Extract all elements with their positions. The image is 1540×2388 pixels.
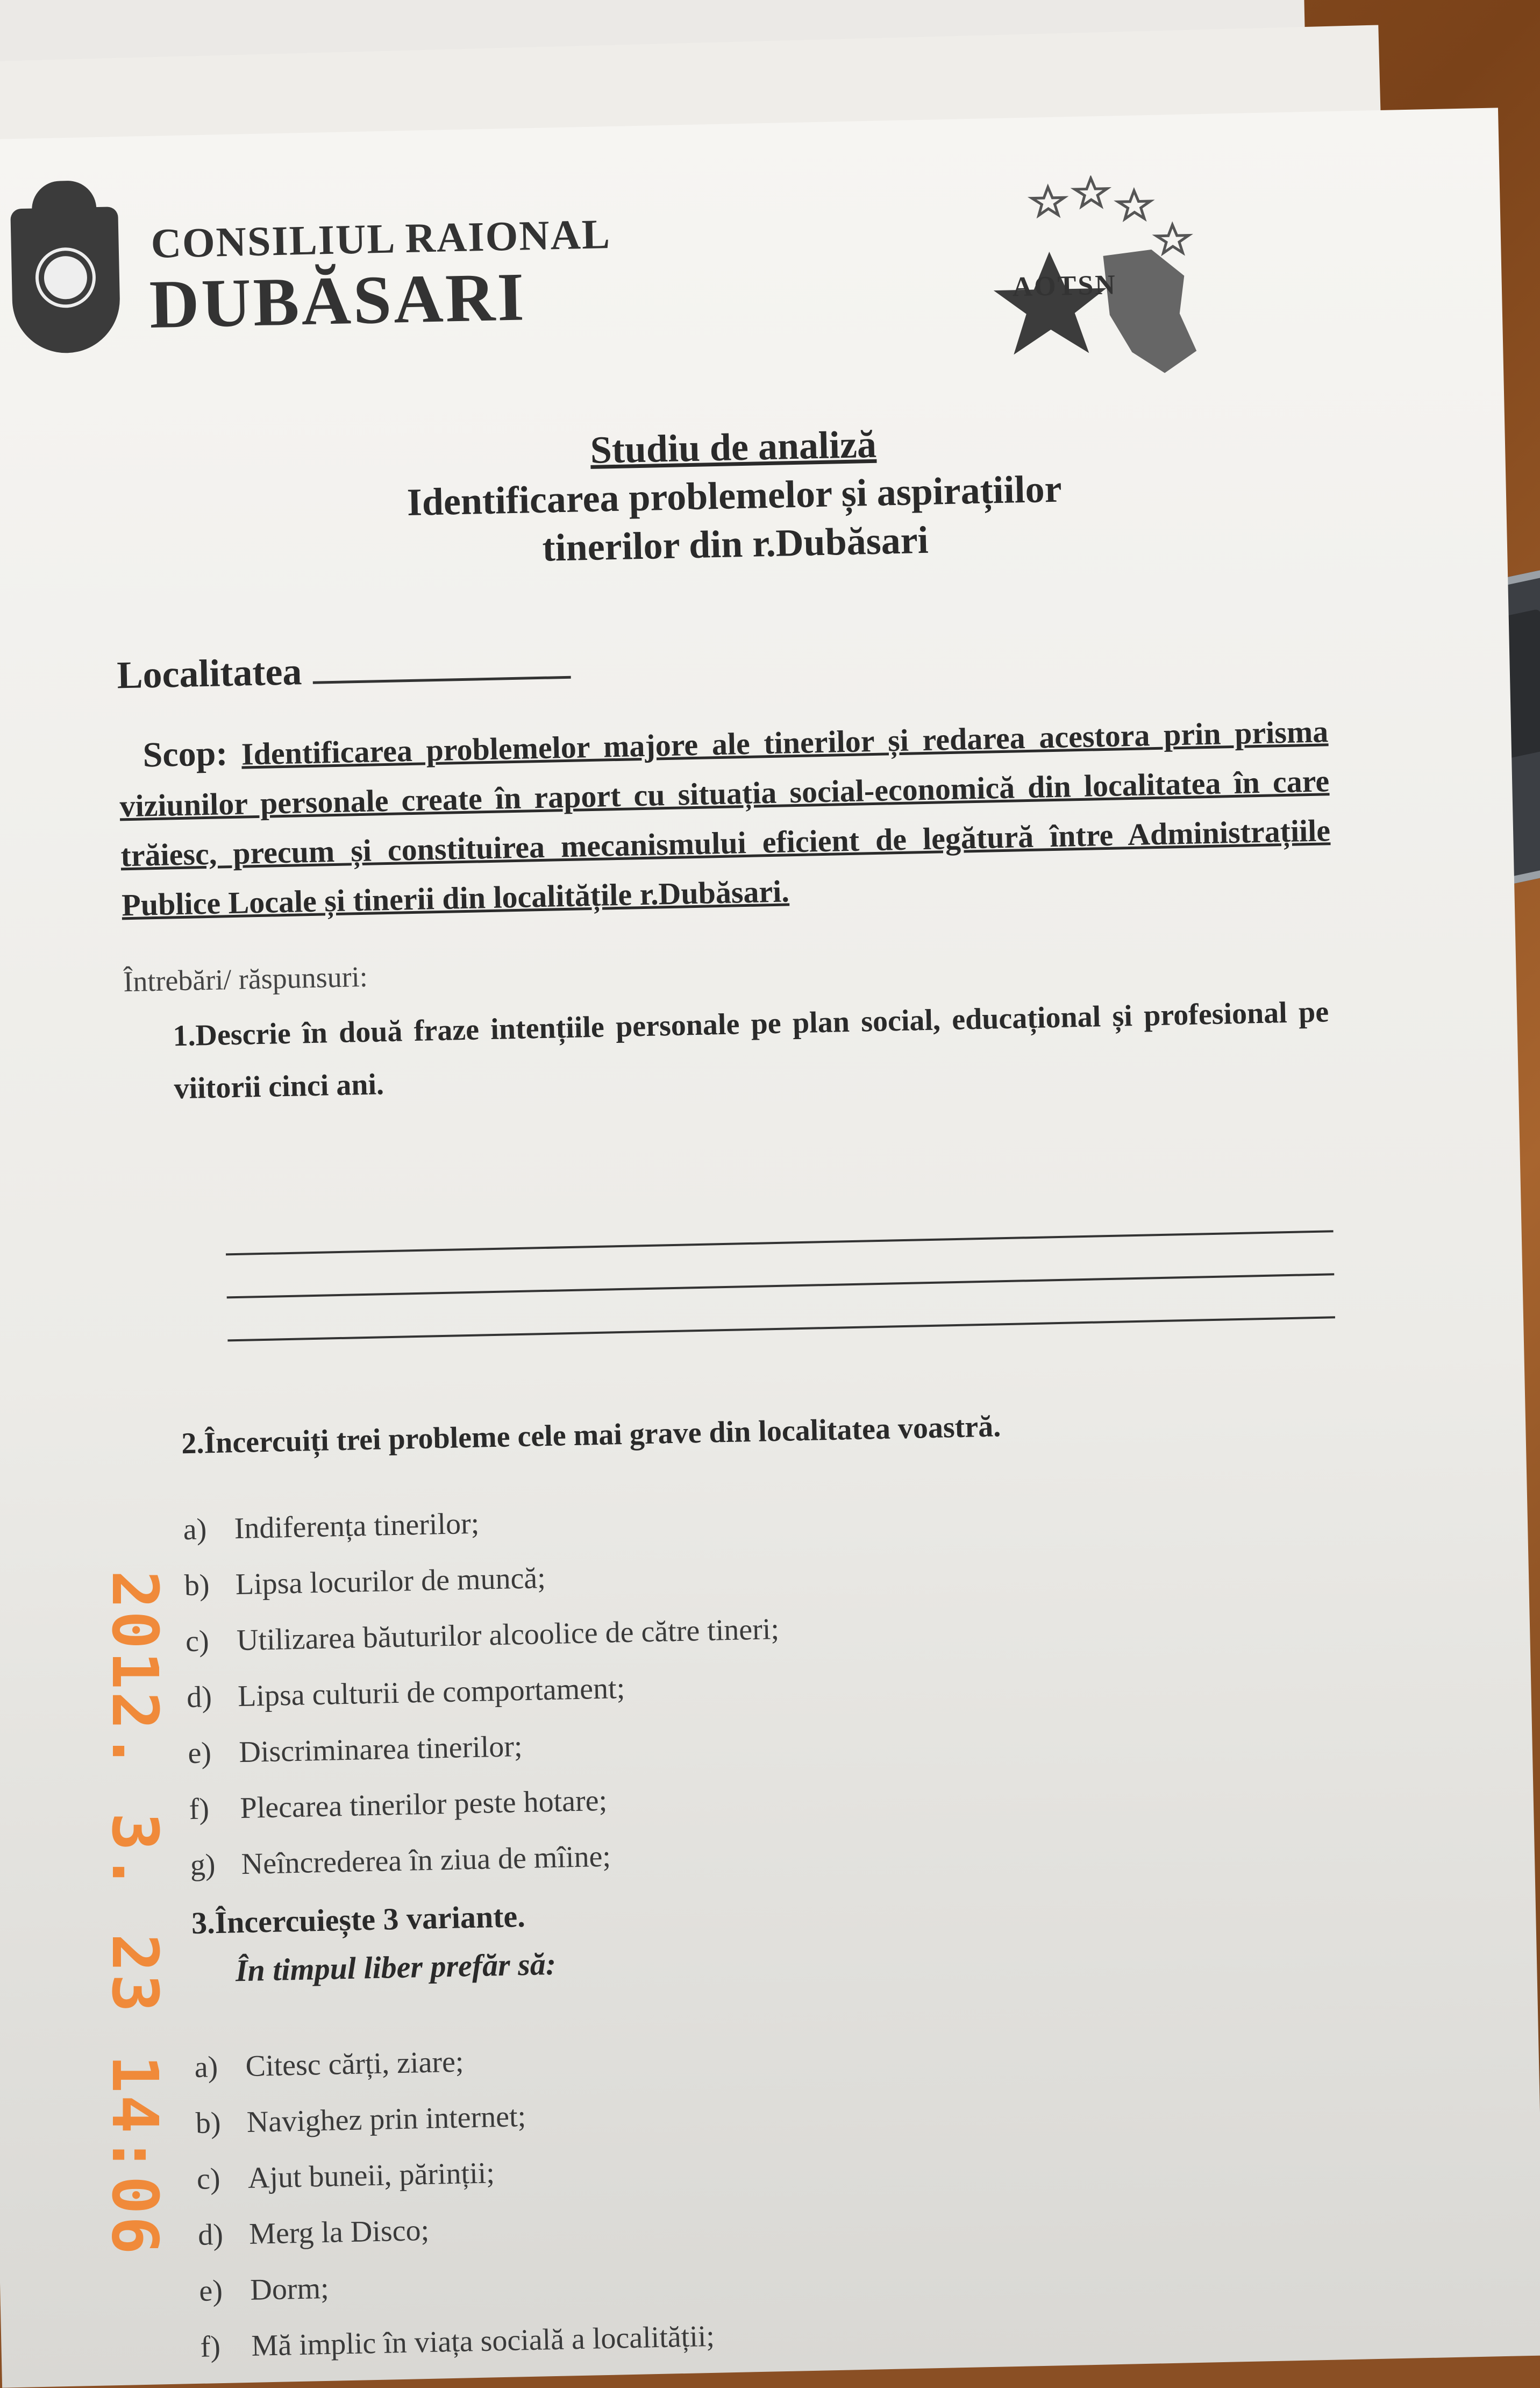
document-subtitle-line2: tinerilor din r.Dubăsari bbox=[541, 518, 929, 570]
questionnaire-sheet bbox=[0, 108, 1540, 2387]
question-3: 3.Încercuiește 3 variante. bbox=[191, 1899, 526, 1941]
option-text: Lipsa locurilor de muncă; bbox=[235, 1561, 546, 1602]
question-1-text: 1.Descrie în două fraze intențiile personale pe plan social, educațional și profesional pe viitorii cinci ani. bbox=[172, 995, 1329, 1106]
list-item[interactable] bbox=[194, 2029, 709, 2095]
list-item[interactable] bbox=[197, 2197, 712, 2263]
locality-field bbox=[116, 638, 571, 698]
scope-paragraph bbox=[118, 706, 1332, 930]
sun-icon bbox=[44, 255, 88, 300]
locality-blank[interactable] bbox=[312, 638, 571, 684]
question-3-subtitle: În timpul liber prefăr să: bbox=[235, 1946, 557, 1988]
option-mark: d) bbox=[197, 2218, 224, 2252]
option-text: Ajut buneii, părinții; bbox=[247, 2156, 495, 2195]
option-mark: a) bbox=[194, 2050, 218, 2084]
question-3-options bbox=[194, 2029, 715, 2375]
option-text: Neîncrederea în ziua de mîine; bbox=[241, 1839, 611, 1881]
option-mark: b) bbox=[195, 2106, 222, 2140]
option-mark: e) bbox=[187, 1736, 212, 1771]
list-item[interactable] bbox=[199, 2308, 715, 2375]
option-mark: c) bbox=[196, 2162, 221, 2196]
locality-label: Localitatea bbox=[116, 650, 303, 697]
question-2: 2.Încercuiți trei probleme cele mai grave din localitatea voastră. bbox=[181, 1410, 1001, 1461]
crown-icon bbox=[31, 180, 96, 214]
list-item[interactable] bbox=[196, 2141, 711, 2207]
option-mark: d) bbox=[186, 1680, 212, 1715]
option-mark: g) bbox=[190, 1848, 216, 1882]
option-text: Indiferența tinerilor; bbox=[234, 1506, 480, 1546]
option-mark: f) bbox=[188, 1792, 210, 1826]
answer-line[interactable] bbox=[227, 1316, 1335, 1341]
org-name-line2: DUBĂSARI bbox=[148, 258, 527, 343]
document-title: Studiu de analiză bbox=[589, 422, 877, 472]
option-mark: e) bbox=[198, 2273, 223, 2308]
answer-line[interactable] bbox=[227, 1273, 1335, 1298]
question-2-options bbox=[183, 1489, 785, 1893]
list-item[interactable] bbox=[198, 2252, 714, 2319]
option-text: Mă implic în viața socială a localității; bbox=[251, 2319, 715, 2363]
document-subtitle-line1: Identificarea problemelor și aspirațiilor bbox=[407, 467, 1063, 524]
option-mark: f) bbox=[199, 2330, 221, 2364]
org-name-line1: CONSILIUL RAIONAL bbox=[150, 210, 611, 267]
question-1 bbox=[172, 985, 1330, 1115]
scope-label: Scop: bbox=[142, 734, 228, 775]
option-text: Dorm; bbox=[249, 2271, 330, 2307]
option-text: Discriminarea tinerilor; bbox=[238, 1730, 523, 1769]
option-text: Merg la Disco; bbox=[248, 2213, 430, 2251]
option-mark: c) bbox=[185, 1624, 210, 1659]
map-shape-icon bbox=[1103, 248, 1197, 374]
option-text: Citesc cărți, ziare; bbox=[245, 2045, 465, 2083]
option-text: Plecarea tinerilor peste hotare; bbox=[239, 1783, 608, 1825]
option-mark: b) bbox=[184, 1568, 210, 1603]
list-item[interactable] bbox=[195, 2085, 710, 2151]
option-mark: a) bbox=[183, 1512, 207, 1547]
option-text: Navighez prin internet; bbox=[246, 2100, 526, 2139]
answer-line[interactable] bbox=[226, 1230, 1334, 1255]
big-star-icon bbox=[993, 251, 1108, 355]
option-text: Lipsa culturii de comportament; bbox=[237, 1672, 625, 1714]
coat-of-arms-icon bbox=[10, 207, 121, 354]
option-text: Utilizarea băuturilor alcoolice de către tineri; bbox=[236, 1612, 780, 1658]
photo-date-stamp: 2012. 3. 23 14:06 bbox=[98, 1570, 172, 2257]
qa-header: Întrebări/ răspunsuri: bbox=[123, 960, 368, 998]
star-icon bbox=[1032, 176, 1189, 256]
sheet-content bbox=[0, 108, 1540, 2387]
aotsn-label: AOTSN bbox=[1012, 269, 1117, 303]
scope-text: Identificarea problemelor majore ale tinerilor și redarea acestora prin prisma viziunilor personale create în raport cu situația social-economică din localitatea în care trăiesc, precum și constituirea mecanismului eficient de legătură între Administrațiile Publice Locale și tinerii din localitățile r.Dubăsari. bbox=[119, 714, 1331, 923]
list-item[interactable] bbox=[190, 1825, 785, 1893]
